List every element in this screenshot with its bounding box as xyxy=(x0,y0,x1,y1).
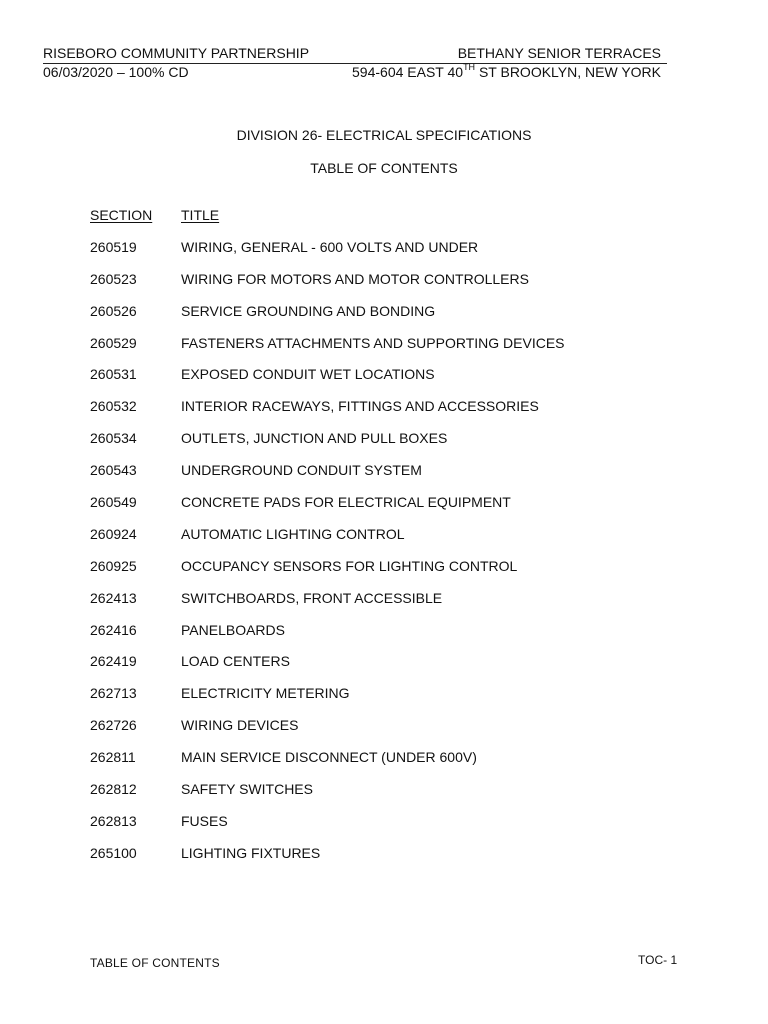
section-number: 262413 xyxy=(90,589,137,606)
issue-date: 06/03/2020 – 100% CD xyxy=(43,64,189,80)
toc-entry-row xyxy=(90,558,690,590)
section-number: 262726 xyxy=(90,717,137,734)
section-title: SERVICE GROUNDING AND BONDING xyxy=(181,302,436,319)
section-number: 260519 xyxy=(90,238,137,255)
section-number: 265100 xyxy=(90,844,137,861)
section-title: ELECTRICITY METERING xyxy=(181,685,350,702)
toc-header-row xyxy=(90,207,690,239)
section-title: SAFETY SWITCHES xyxy=(181,781,313,798)
section-title: SWITCHBOARDS, FRONT ACCESSIBLE xyxy=(181,589,443,606)
title-column-header: TITLE xyxy=(181,207,220,223)
toc-entry-row xyxy=(90,462,690,494)
section-number: 260543 xyxy=(90,462,137,479)
section-number: 262419 xyxy=(90,653,137,670)
project-name: BETHANY SENIOR TERRACES xyxy=(457,45,661,61)
section-title: WIRING FOR MOTORS AND MOTOR CONTROLLERS xyxy=(181,270,529,287)
toc-entry-row xyxy=(90,590,690,622)
toc-entry-row xyxy=(90,717,690,749)
toc-entry-row xyxy=(90,398,690,430)
section-title: OUTLETS, JUNCTION AND PULL BOXES xyxy=(181,430,448,447)
section-number: 262813 xyxy=(90,812,137,829)
section-title: AUTOMATIC LIGHTING CONTROL xyxy=(181,525,405,542)
section-title: MAIN SERVICE DISCONNECT (UNDER 600V) xyxy=(181,749,477,766)
client-name: RISEBORO COMMUNITY PARTNERSHIP xyxy=(43,45,310,61)
section-number: 262812 xyxy=(90,781,137,798)
section-column-header: SECTION xyxy=(90,207,153,223)
toc-entry-row xyxy=(90,335,690,367)
toc-entry-row xyxy=(90,653,690,685)
section-title: PANELBOARDS xyxy=(181,621,285,638)
toc-entry-row xyxy=(90,526,690,558)
division-title: DIVISION 26- ELECTRICAL SPECIFICATIONS xyxy=(236,127,532,143)
section-number: 262713 xyxy=(90,685,137,702)
section-number: 262811 xyxy=(90,749,136,766)
section-number: 260534 xyxy=(90,430,137,447)
toc-entry-row xyxy=(90,622,690,654)
toc-entry-row xyxy=(90,685,690,717)
section-number: 260532 xyxy=(90,398,137,415)
section-title: CONCRETE PADS FOR ELECTRICAL EQUIPMENT xyxy=(181,494,511,511)
section-title: LOAD CENTERS xyxy=(181,653,290,670)
section-title: UNDERGROUND CONDUIT SYSTEM xyxy=(181,462,422,479)
section-number: 262416 xyxy=(90,621,137,638)
page-number: TOC- 1 xyxy=(638,953,678,967)
section-number: 260924 xyxy=(90,525,137,542)
section-number: 260925 xyxy=(90,557,137,574)
toc-entry-row xyxy=(90,749,690,781)
section-title: WIRING, GENERAL - 600 VOLTS AND UNDER xyxy=(181,238,479,255)
toc-entry-row xyxy=(90,303,690,335)
section-number: 260531 xyxy=(90,366,137,383)
toc-table xyxy=(90,207,690,877)
section-number: 260549 xyxy=(90,494,137,511)
toc-entry-row xyxy=(90,239,690,271)
address-superscript: TH xyxy=(463,62,476,73)
project-address xyxy=(352,64,661,80)
section-number: 260526 xyxy=(90,302,137,319)
toc-entry-row xyxy=(90,271,690,303)
section-title: LIGHTING FIXTURES xyxy=(181,844,321,861)
toc-entry-row xyxy=(90,813,690,845)
toc-entry-row xyxy=(90,366,690,398)
section-title: WIRING DEVICES xyxy=(181,717,299,734)
section-title: INTERIOR RACEWAYS, FITTINGS AND ACCESSORIES xyxy=(181,398,539,415)
toc-entry-row xyxy=(90,845,690,877)
section-title: OCCUPANCY SENSORS FOR LIGHTING CONTROL xyxy=(181,557,518,574)
toc-title: TABLE OF CONTENTS xyxy=(310,160,458,176)
section-title: EXPOSED CONDUIT WET LOCATIONS xyxy=(181,366,435,383)
toc-entry-row xyxy=(90,781,690,813)
section-number: 260529 xyxy=(90,334,137,351)
footer-label: TABLE OF CONTENTS xyxy=(90,956,220,970)
address-part-1: 594-604 EAST 40 xyxy=(352,64,464,80)
toc-entry-row xyxy=(90,430,690,462)
toc-entry-row xyxy=(90,494,690,526)
section-title: FUSES xyxy=(181,812,228,829)
address-part-2: ST BROOKLYN, NEW YORK xyxy=(475,64,661,80)
section-title: FASTENERS ATTACHMENTS AND SUPPORTING DEVICES xyxy=(181,334,565,351)
section-number: 260523 xyxy=(90,270,137,287)
